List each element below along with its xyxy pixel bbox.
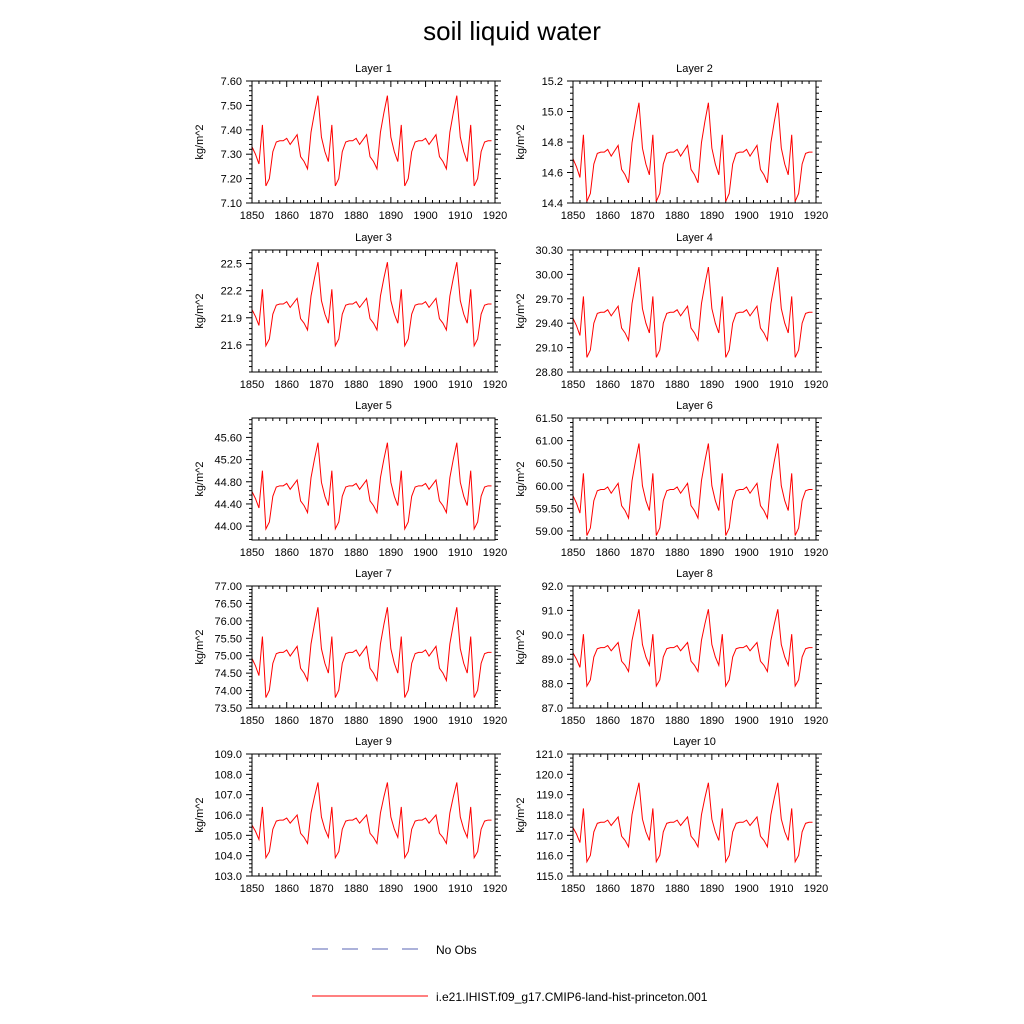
x-tick-label: 1880 bbox=[343, 210, 369, 222]
x-tick-label: 1910 bbox=[448, 715, 473, 727]
x-tick-label: 1850 bbox=[239, 715, 265, 727]
x-tick-label: 1860 bbox=[595, 547, 620, 559]
x-tick-label: 1880 bbox=[343, 715, 369, 727]
x-tick-label: 1920 bbox=[803, 547, 829, 559]
y-axis-label: kg/m^2 bbox=[194, 293, 206, 329]
y-tick-label: 116.0 bbox=[536, 850, 563, 863]
x-tick-label: 1910 bbox=[769, 547, 794, 559]
x-tick-label: 1900 bbox=[734, 379, 759, 391]
y-tick-label: 120.0 bbox=[535, 769, 563, 782]
y-tick-label: 29.70 bbox=[535, 293, 563, 306]
y-axis-label: kg/m^2 bbox=[515, 629, 527, 665]
x-tick-label: 1920 bbox=[803, 379, 829, 391]
x-tick-label: 1860 bbox=[274, 715, 299, 727]
x-tick-label: 1870 bbox=[630, 883, 655, 895]
x-tick-label: 1920 bbox=[803, 210, 829, 222]
x-tick-label: 1890 bbox=[699, 715, 725, 727]
series-line bbox=[252, 96, 492, 186]
x-tick-label: 1860 bbox=[595, 883, 620, 895]
panel-8 bbox=[515, 568, 828, 727]
x-tick-label: 1880 bbox=[664, 547, 690, 559]
plot-frame bbox=[252, 250, 495, 372]
x-tick-label: 1880 bbox=[664, 210, 690, 222]
x-tick-label: 1890 bbox=[378, 547, 404, 559]
x-tick-label: 1900 bbox=[413, 379, 438, 391]
x-tick-label: 1880 bbox=[343, 547, 369, 559]
y-tick-label: 118.0 bbox=[536, 810, 563, 822]
y-tick-label: 76.00 bbox=[214, 615, 242, 628]
x-tick-label: 1860 bbox=[274, 210, 299, 222]
y-tick-label: 61.00 bbox=[535, 435, 563, 448]
x-tick-label: 1910 bbox=[448, 547, 473, 559]
y-tick-label: 103.0 bbox=[214, 871, 242, 883]
y-tick-label: 30.30 bbox=[535, 245, 563, 257]
y-tick-label: 121.0 bbox=[535, 749, 563, 761]
x-tick-label: 1850 bbox=[239, 547, 265, 559]
x-tick-label: 1870 bbox=[630, 547, 655, 559]
legend-label-model: i.e21.IHIST.f09_g17.CMIP6-land-hist-princeton.001 bbox=[436, 990, 708, 1004]
series-line bbox=[573, 609, 813, 686]
y-tick-label: 22.2 bbox=[220, 285, 242, 298]
series-line bbox=[252, 607, 492, 697]
series-line bbox=[252, 262, 492, 346]
x-tick-label: 1900 bbox=[413, 715, 438, 727]
x-tick-label: 1870 bbox=[630, 210, 655, 222]
x-tick-label: 1890 bbox=[699, 547, 725, 559]
y-tick-label: 109.0 bbox=[214, 749, 242, 761]
y-tick-label: 92.0 bbox=[541, 581, 563, 593]
y-axis-label: kg/m^2 bbox=[515, 124, 527, 160]
y-tick-label: 14.4 bbox=[541, 198, 563, 210]
y-tick-label: 77.00 bbox=[214, 581, 242, 593]
x-tick-label: 1910 bbox=[769, 379, 794, 391]
x-tick-label: 1880 bbox=[664, 883, 690, 895]
x-tick-label: 1890 bbox=[699, 379, 725, 391]
plot-frame bbox=[573, 754, 816, 876]
y-tick-label: 30.00 bbox=[535, 269, 563, 282]
x-tick-label: 1850 bbox=[239, 379, 265, 391]
x-tick-label: 1910 bbox=[769, 210, 794, 222]
x-tick-label: 1910 bbox=[448, 883, 473, 895]
panel-title: Layer 8 bbox=[676, 568, 713, 580]
x-tick-label: 1870 bbox=[309, 379, 334, 391]
x-tick-label: 1880 bbox=[343, 883, 369, 895]
y-tick-label: 75.50 bbox=[214, 633, 242, 646]
panel-title: Layer 7 bbox=[355, 568, 392, 580]
x-tick-label: 1900 bbox=[734, 547, 759, 559]
x-tick-label: 1860 bbox=[274, 883, 299, 895]
y-tick-label: 7.10 bbox=[220, 198, 242, 210]
plot-frame bbox=[573, 586, 816, 708]
y-tick-label: 21.9 bbox=[220, 312, 242, 325]
panel-10 bbox=[515, 736, 828, 895]
plot-frame bbox=[573, 250, 816, 372]
y-axis-label: kg/m^2 bbox=[194, 124, 206, 160]
plot-frame bbox=[573, 81, 816, 203]
y-tick-label: 119.0 bbox=[536, 789, 563, 802]
x-tick-label: 1910 bbox=[769, 715, 794, 727]
x-tick-label: 1910 bbox=[769, 883, 794, 895]
x-tick-label: 1860 bbox=[595, 379, 620, 391]
x-tick-label: 1860 bbox=[274, 547, 299, 559]
panel-title: Layer 9 bbox=[355, 736, 392, 748]
panel-title: Layer 6 bbox=[676, 400, 713, 412]
y-tick-label: 75.00 bbox=[214, 650, 242, 663]
x-tick-label: 1920 bbox=[482, 715, 508, 727]
y-tick-label: 44.40 bbox=[214, 498, 242, 511]
x-tick-label: 1900 bbox=[413, 883, 438, 895]
x-tick-label: 1860 bbox=[595, 715, 620, 727]
x-tick-label: 1890 bbox=[378, 883, 404, 895]
y-tick-label: 60.50 bbox=[535, 458, 563, 471]
figure-title: soil liquid water bbox=[423, 16, 601, 46]
y-tick-label: 115.0 bbox=[536, 871, 563, 883]
series-line bbox=[573, 267, 813, 357]
y-tick-label: 7.30 bbox=[220, 149, 242, 162]
y-tick-label: 60.00 bbox=[535, 480, 563, 493]
y-tick-label: 7.20 bbox=[220, 173, 242, 186]
x-tick-label: 1920 bbox=[803, 883, 829, 895]
x-tick-label: 1910 bbox=[448, 379, 473, 391]
x-tick-label: 1900 bbox=[413, 210, 438, 222]
x-tick-label: 1850 bbox=[560, 210, 586, 222]
y-axis-label: kg/m^2 bbox=[515, 461, 527, 497]
x-tick-label: 1850 bbox=[239, 210, 265, 222]
y-tick-label: 91.0 bbox=[541, 605, 563, 618]
y-tick-label: 117.0 bbox=[536, 830, 563, 843]
y-axis-label: kg/m^2 bbox=[194, 629, 206, 665]
panel-6 bbox=[515, 400, 828, 559]
y-tick-label: 105.0 bbox=[214, 830, 242, 843]
y-tick-label: 44.00 bbox=[214, 521, 242, 534]
y-tick-label: 45.20 bbox=[214, 454, 242, 467]
x-tick-label: 1870 bbox=[309, 210, 334, 222]
x-tick-label: 1850 bbox=[560, 883, 586, 895]
panel-2 bbox=[515, 63, 828, 222]
y-tick-label: 90.0 bbox=[541, 629, 563, 642]
y-axis-label: kg/m^2 bbox=[194, 461, 206, 497]
panel-1 bbox=[194, 63, 507, 222]
panel-title: Layer 5 bbox=[355, 400, 392, 412]
panel-4 bbox=[515, 232, 828, 391]
y-tick-label: 61.50 bbox=[535, 413, 563, 425]
panel-3 bbox=[194, 232, 507, 391]
y-tick-label: 14.8 bbox=[541, 137, 563, 149]
panel-title: Layer 2 bbox=[676, 63, 713, 75]
legend bbox=[312, 943, 708, 1004]
x-tick-label: 1900 bbox=[413, 547, 438, 559]
x-tick-label: 1870 bbox=[309, 883, 334, 895]
y-tick-label: 74.50 bbox=[214, 668, 242, 681]
x-tick-label: 1900 bbox=[734, 715, 759, 727]
x-tick-label: 1920 bbox=[482, 379, 508, 391]
y-tick-label: 45.60 bbox=[214, 432, 242, 445]
x-tick-label: 1860 bbox=[595, 210, 620, 222]
y-tick-label: 44.80 bbox=[214, 476, 242, 489]
x-tick-label: 1920 bbox=[482, 883, 508, 895]
x-tick-label: 1890 bbox=[378, 715, 404, 727]
y-tick-label: 87.0 bbox=[541, 703, 563, 715]
y-tick-label: 104.0 bbox=[214, 850, 242, 863]
y-tick-label: 15.2 bbox=[541, 76, 563, 88]
series-line bbox=[573, 444, 813, 536]
y-tick-label: 21.6 bbox=[220, 339, 242, 352]
y-tick-label: 76.50 bbox=[214, 598, 242, 611]
x-tick-label: 1900 bbox=[734, 210, 759, 222]
x-tick-label: 1910 bbox=[448, 210, 473, 222]
y-tick-label: 29.10 bbox=[535, 342, 563, 355]
y-tick-label: 28.80 bbox=[535, 367, 563, 379]
y-tick-label: 73.50 bbox=[214, 703, 242, 715]
x-tick-label: 1920 bbox=[482, 210, 508, 222]
panel-title: Layer 3 bbox=[355, 232, 392, 244]
y-tick-label: 74.00 bbox=[214, 685, 242, 698]
legend-label-no-obs: No Obs bbox=[436, 943, 477, 957]
x-tick-label: 1850 bbox=[560, 379, 586, 391]
x-tick-label: 1920 bbox=[482, 547, 508, 559]
series-line bbox=[573, 103, 813, 202]
y-tick-label: 59.00 bbox=[535, 525, 563, 538]
x-tick-label: 1870 bbox=[630, 715, 655, 727]
x-tick-label: 1890 bbox=[699, 883, 725, 895]
x-tick-label: 1850 bbox=[560, 715, 586, 727]
y-tick-label: 7.50 bbox=[220, 100, 242, 113]
y-tick-label: 59.50 bbox=[535, 503, 563, 516]
panel-9 bbox=[194, 736, 507, 895]
panel-5 bbox=[194, 400, 507, 559]
x-tick-label: 1880 bbox=[664, 379, 690, 391]
y-tick-label: 89.0 bbox=[541, 654, 563, 667]
y-tick-label: 15.0 bbox=[541, 106, 563, 119]
y-tick-label: 88.0 bbox=[541, 678, 563, 691]
panel-title: Layer 4 bbox=[676, 232, 713, 244]
panel-title: Layer 10 bbox=[673, 736, 716, 748]
x-tick-label: 1890 bbox=[378, 379, 404, 391]
x-tick-label: 1880 bbox=[343, 379, 369, 391]
x-tick-label: 1860 bbox=[274, 379, 299, 391]
x-tick-label: 1890 bbox=[378, 210, 404, 222]
x-tick-label: 1850 bbox=[560, 547, 586, 559]
y-tick-label: 14.6 bbox=[541, 167, 563, 180]
x-tick-label: 1880 bbox=[664, 715, 690, 727]
y-tick-label: 108.0 bbox=[214, 769, 242, 782]
plot-frame bbox=[573, 418, 816, 540]
x-tick-label: 1900 bbox=[734, 883, 759, 895]
x-tick-label: 1890 bbox=[699, 210, 725, 222]
series-line bbox=[252, 782, 492, 857]
x-tick-label: 1870 bbox=[309, 715, 334, 727]
y-tick-label: 7.40 bbox=[220, 124, 242, 137]
y-tick-label: 107.0 bbox=[214, 789, 242, 802]
y-tick-label: 7.60 bbox=[220, 76, 242, 88]
plot-frame bbox=[252, 418, 495, 540]
series-line bbox=[573, 783, 813, 862]
y-axis-label: kg/m^2 bbox=[515, 797, 527, 833]
x-tick-label: 1870 bbox=[630, 379, 655, 391]
panel-7 bbox=[194, 568, 507, 727]
y-tick-label: 106.0 bbox=[214, 810, 242, 822]
plot-frame bbox=[252, 754, 495, 876]
plot-frame bbox=[252, 586, 495, 708]
y-tick-label: 29.40 bbox=[535, 318, 563, 331]
y-axis-label: kg/m^2 bbox=[194, 797, 206, 833]
x-tick-label: 1920 bbox=[803, 715, 829, 727]
y-tick-label: 22.5 bbox=[220, 258, 242, 271]
series-line bbox=[252, 443, 492, 529]
x-tick-label: 1870 bbox=[309, 547, 334, 559]
y-axis-label: kg/m^2 bbox=[515, 293, 527, 329]
panel-title: Layer 1 bbox=[355, 63, 392, 75]
panels-grid bbox=[194, 63, 828, 895]
x-tick-label: 1850 bbox=[239, 883, 265, 895]
